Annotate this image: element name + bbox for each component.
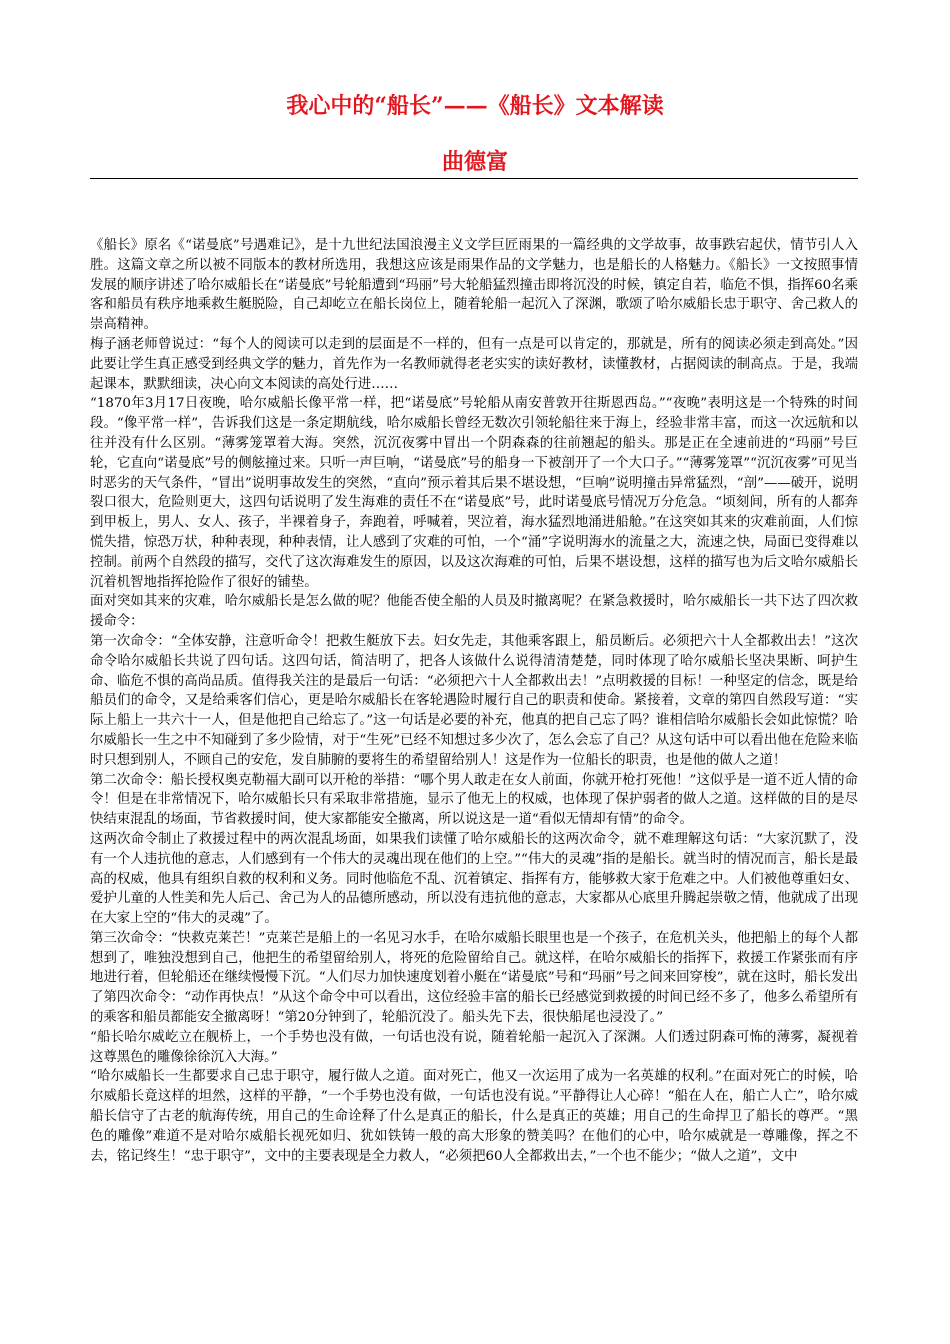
paragraph: 面对突如其来的灾难，哈尔威船长是怎么做的呢？他能否使全船的人员及时撤离呢？在紧急救援时，哈尔威船长一共下达了四次救援命令：: [90, 594, 858, 630]
paragraph: “船长哈尔威屹立在舰桥上，一个手势也没有做，一句话也没有说，随着轮船一起沉入了深渊。人们透过阴森可怖的薄雾，凝视着这尊黑色的雕像徐徐沉入大海。”: [90, 1029, 858, 1065]
paragraph: “哈尔威船长一生都要求自己忠于职守，履行做人之道。面对死亡，他又一次运用了成为一名英雄的权利。”在面对死亡的时候，哈尔威船长竟这样的坦然，这样的平静，“一个手势也没有做，一句话也没有说。”平静得让人心碎！“船在人在，船亡人亡”，哈尔威船长信守了古老的航海传统，用自己的生命诠释了什么是真正的船长，什么是真正的英雄；用自己的生命捍卫了船长的尊严。“黑色的雕像”难道不是对哈尔威船长视死如归、犹如铁铸一般的高大形象的赞美吗？在他们的心中，哈尔威就是一尊雕像，挥之不去，铭记终生！“忠于职守”，文中的主要表现是全力救人，“必须把60人全都救出去，”一个也不能少；“做人之道”，文中: [90, 1069, 858, 1164]
paragraph: 第三次命令：“快救克莱芒！”克莱芒是船上的一名见习水手，在哈尔威船长眼里也是一个孩子，在危机关头，他把船上的每个人都想到了，唯独没想到自己，他把生的希望留给别人，将死的危险留给自己。就这样，在哈尔威船长的指挥下，救援工作紧张而有序地进行着，但轮船还在继续慢慢下沉。“人们尽力加快速度划着小艇在“诺曼底”号和“玛丽”号之间来回穿梭”，就在这时，船长发出了第四次命令：“动作再快点！”从这个命令中可以看出，这位经验丰富的船长已经感觉到救援的时间已经不多了，他多么希望所有的乘客和船员都能安全撤离呀！“第20分钟到了，轮船沉没了。船头先下去，很快船尾也浸没了。”: [90, 930, 858, 1026]
document-title: 我心中的“船长”——《船长》文本解读: [286, 93, 664, 119]
paragraph: 第一次命令：“全体安静，注意听命令！把救生艇放下去。妇女先走，其他乘客跟上，船员断后。必须把六十人全都救出去！”这次命令哈尔威船长共说了四句话。这四句话，简洁明了，把各人该做什么说得清清楚楚，同时体现了哈尔威船长坚决果断、呵护生命、临危不惧的高尚品质。值得我关注的是最后一句话：“必须把六十人全都救出去！”点明救援的目标！一种坚定的信念，既是给船员们的命令，又是给乘客们信心，更是哈尔威船长在客轮遇险时履行自己的职责和使命。紧接着，文章的第四自然段写道：“实际上船上一共六十一人，但是他把自己给忘了。”这一句话是必要的补充，他真的把自己忘了吗？谁相信哈尔威船长会如此惊慌？哈尔威船长一生之中不知碰到了多少险情，对于“生死”已经不知想过多少次了，怎么会忘了自己？从这句话中可以看出他在危险来临时只想到别人，不顾自己的安危，发自肺腑的要将生的希望留给别人！这是作为一位船长的职责，也是他的做人之道！: [90, 633, 858, 768]
document-author: 曲德富: [441, 149, 508, 175]
paragraph: “1870年3月17日夜晚，哈尔威船长像平常一样，把“诺曼底”号轮船从南安普敦开往斯恩西岛。”“夜晚”表明这是一个特殊的时间段。“像平常一样”，告诉我们这是一条定期航线，哈尔威船长曾经无数次引领轮船往来于海上，经验非常丰富，而这一次远航和以往并没有什么区别。“薄雾笼罩着大海。突然，沉沉夜雾中冒出一个阴森森的往前翘起的船头。那是正在全速前进的“玛丽”号巨轮，它直向“诺曼底”号的侧舷撞过来。只听一声巨响，“诺曼底”号的船身一下被剖开了一个大口子。”“薄雾笼罩”“沉沉夜雾”可见当时恶劣的天气条件，“冒出”说明事故发生的突然，“直向”预示着其后果不堪设想，“巨响”说明撞击异常猛烈，“剖”——破开，说明裂口很大，危险则更大，这四句话说明了发生海难的责任不在“诺曼底”号，此时诺曼底号情况万分危急。“顷刻间，所有的人都奔到甲板上，男人、女人、孩子，半裸着身子，奔跑着，呼喊着，哭泣着，海水猛烈地涌进船舱。”在这突如其来的灾难前面，人们惊慌失措，惊恐万状，种种表现，种种表情，让人感到了灾难的可怕，一个“涌”字说明海水的流量之大，流速之快，局面已变得难以控制。前两个自然段的描写，交代了这次海难发生的原因，以及这次海难的可怕，后果不堪设想，这样的描写也为后文哈尔威船长沉着机智地指挥抢险作了很好的铺垫。: [90, 396, 858, 590]
title-divider: [90, 178, 858, 179]
paragraph: 《船长》原名《“诺曼底”号遇难记》，是十九世纪法国浪漫主义文学巨匠雨果的一篇经典的文学故事，故事跌宕起伏，情节引人入胜。这篇文章之所以被不同版本的教材所选用，我想这应该是雨果作品的文学魅力，也是船长的人格魅力。《船长》一文按照事情发展的顺序讲述了哈尔威船长在“诺曼底”号轮船遭到“玛丽”号大轮船猛烈撞击即将沉没的时候，镇定自若，临危不惧，指挥60名乘客和船员有秩序地乘救生艇脱险，自己却屹立在船长岗位上，随着轮船一起沉入了深渊，歌颂了哈尔威船长忠于职守、舍己救人的崇高精神。: [90, 238, 858, 333]
paragraph: 这两次命令制止了救援过程中的两次混乱场面，如果我们读懂了哈尔威船长的这两次命令，就不难理解这句话：“大家沉默了，没有一个人违抗他的意志，人们感到有一个伟大的灵魂出现在他们的上空。”“伟大的灵魂”指的是船长。就当时的情况而言，船长是最高的权威，他具有组织自救的权利和义务。同时他临危不乱、沉着镇定、指挥有方，能够救大家于危难之中。人们被他尊重妇女、爱护儿童的人性美和先人后己、舍己为人的品德所感动，所以没有违抗他的意志，大家都从心底里升腾起崇敬之情，他就成了出现在大家上空的“伟大的灵魂”了。: [90, 831, 858, 927]
paragraph: 第二次命令：船长授权奥克勒福大副可以开枪的举措：“哪个男人敢走在女人前面，你就开枪打死他！”这似乎是一道不近人情的命令！但是在非常情况下，哈尔威船长只有采取非常措施，显示了他无上的权威，也体现了保护弱者的做人之道。这样做的目的是尽快结束混乱的场面，节省救援时间，使大家都能安全撤离，所以说这是一道“看似无情却有情”的命令。: [90, 772, 858, 828]
paragraph: 梅子涵老师曾说过：“每个人的阅读可以走到的层面是不一样的，但有一点是可以肯定的，那就是，所有的阅读必须走到高处。”因此要让学生真正感受到经典文学的魅力，首先作为一名教师就得老老实实的读好教材，读懂教材，占据阅读的制高点。于是，我端起课本，默默细读，决心向文本阅读的高处行进……: [90, 336, 858, 392]
document-body: [90, 236, 858, 1166]
